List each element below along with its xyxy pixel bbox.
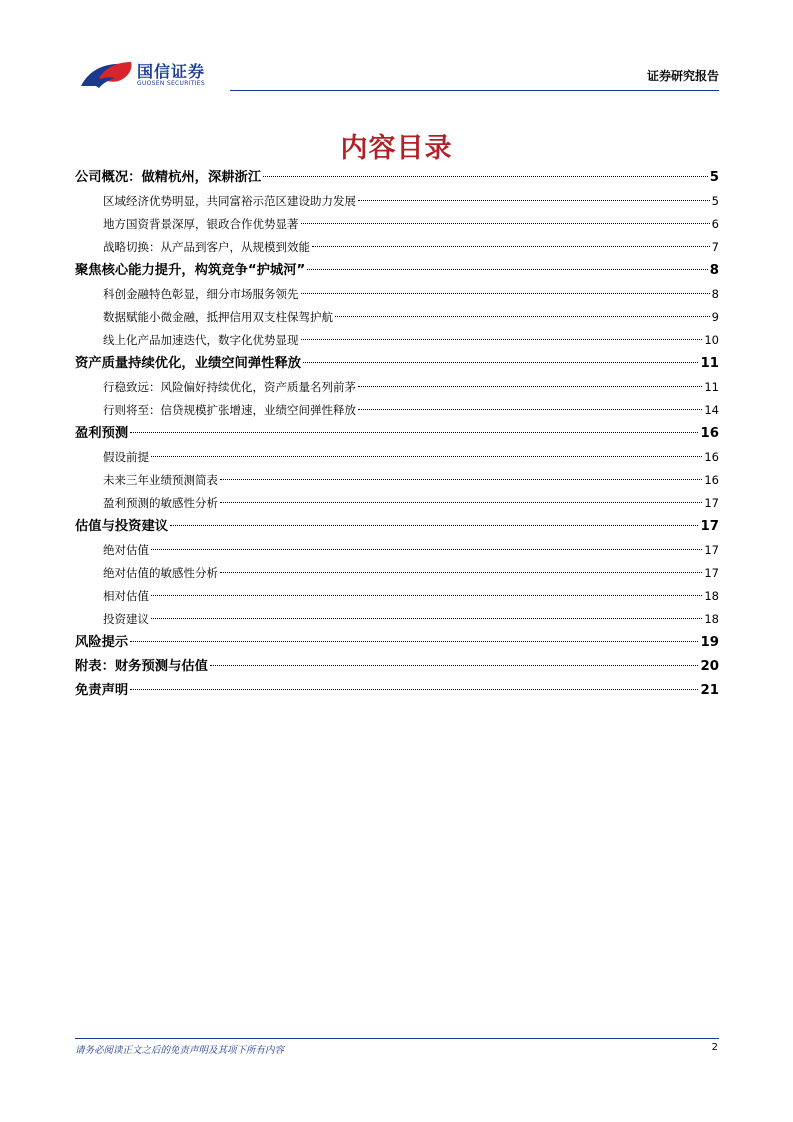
toc-entry-page: 18 bbox=[704, 589, 719, 603]
toc-entry-label: 公司概况：做精杭州，深耕浙江 bbox=[75, 170, 262, 185]
page-header bbox=[75, 54, 719, 92]
toc-entry-label: 盈利预测的敏感性分析 bbox=[103, 496, 218, 510]
toc-dot-leader bbox=[358, 386, 702, 387]
toc-entry-page: 8 bbox=[709, 263, 719, 278]
toc-entry-label: 附表：财务预测与估值 bbox=[75, 659, 208, 674]
toc-entry-label: 聚焦核心能力提升，构筑竞争“护城河” bbox=[75, 263, 306, 278]
toc-entry-page: 18 bbox=[704, 612, 719, 626]
toc-entry-chapter[interactable] bbox=[75, 679, 719, 703]
toc-entry-page: 20 bbox=[700, 659, 719, 674]
toc-entry-section[interactable] bbox=[75, 236, 719, 259]
toc-entry-chapter[interactable] bbox=[75, 515, 719, 539]
toc-dot-leader bbox=[358, 409, 702, 410]
toc-dot-leader bbox=[312, 246, 710, 247]
toc-dot-leader bbox=[151, 595, 702, 596]
toc-entry-page: 5 bbox=[711, 194, 719, 208]
toc-dot-leader bbox=[303, 362, 698, 363]
toc-entry-label: 数据赋能小微金融，抵押信用双支柱保驾护航 bbox=[103, 310, 333, 324]
toc-entry-label: 投资建议 bbox=[103, 612, 149, 626]
toc-entry-page: 16 bbox=[700, 426, 719, 441]
toc-entry-label: 绝对估值的敏感性分析 bbox=[103, 566, 218, 580]
toc-dot-leader bbox=[307, 269, 708, 270]
toc-entry-label: 战略切换：从产品到客户，从规模到效能 bbox=[103, 240, 310, 254]
toc-entry-chapter[interactable] bbox=[75, 422, 719, 446]
toc-entry-page: 14 bbox=[704, 403, 719, 417]
toc-entry-page: 6 bbox=[711, 217, 719, 231]
toc-entry-section[interactable] bbox=[75, 469, 719, 492]
toc-entry-label: 区域经济优势明显，共同富裕示范区建设助力发展 bbox=[103, 194, 356, 208]
toc-entry-chapter[interactable] bbox=[75, 655, 719, 679]
toc-dot-leader bbox=[335, 316, 710, 317]
toc-entry-section[interactable] bbox=[75, 306, 719, 329]
footer-divider bbox=[75, 1038, 719, 1039]
toc-entry-label: 行则将至：信贷规模扩张增速，业绩空间弹性释放 bbox=[103, 403, 356, 417]
toc-entry-chapter[interactable] bbox=[75, 631, 719, 655]
toc-entry-label: 相对估值 bbox=[103, 589, 149, 603]
toc-dot-leader bbox=[210, 665, 699, 666]
toc-entry-label: 估值与投资建议 bbox=[75, 519, 169, 534]
toc-entry-section[interactable] bbox=[75, 399, 719, 422]
toc-entry-label: 线上化产品加速迭代，数字化优势显现 bbox=[103, 333, 299, 347]
toc-entry-page: 16 bbox=[704, 450, 719, 464]
toc-dot-leader bbox=[263, 176, 708, 177]
toc-entry-section[interactable] bbox=[75, 329, 719, 352]
toc-dot-leader bbox=[358, 200, 710, 201]
toc-entry-label: 风险提示 bbox=[75, 635, 129, 650]
toc-dot-leader bbox=[220, 572, 702, 573]
toc-entry-section[interactable] bbox=[75, 562, 719, 585]
guosen-logo-icon bbox=[75, 56, 135, 90]
toc-entry-label: 免责声明 bbox=[75, 683, 129, 698]
logo-english-name: GUOSEN SECURITIES bbox=[137, 80, 206, 87]
toc-entry-page: 21 bbox=[700, 683, 719, 698]
toc-entry-page: 7 bbox=[711, 240, 719, 254]
toc-dot-leader bbox=[130, 641, 698, 642]
toc-title: 内容目录 bbox=[340, 133, 453, 164]
toc-dot-leader bbox=[301, 223, 710, 224]
guosen-logo bbox=[75, 56, 235, 90]
toc-entry-section[interactable] bbox=[75, 213, 719, 236]
toc-entry-section[interactable] bbox=[75, 492, 719, 515]
toc-dot-leader bbox=[301, 293, 710, 294]
toc-entry-page: 10 bbox=[704, 333, 719, 347]
toc-entry-page: 16 bbox=[704, 473, 719, 487]
header-divider bbox=[230, 90, 719, 91]
toc-entry-section[interactable] bbox=[75, 376, 719, 399]
toc-dot-leader bbox=[301, 339, 703, 340]
footer-disclaimer: 请务必阅读正文之后的免责声明及其项下所有内容 bbox=[75, 1045, 285, 1056]
toc-entry-page: 19 bbox=[700, 635, 719, 650]
toc-dot-leader bbox=[170, 525, 698, 526]
report-type-label: 证券研究报告 bbox=[646, 69, 719, 83]
toc-entry-page: 17 bbox=[704, 543, 719, 557]
toc-entry-label: 地方国资背景深厚，银政合作优势显著 bbox=[103, 217, 299, 231]
toc-entry-label: 资产质量持续优化，业绩空间弹性释放 bbox=[75, 356, 302, 371]
toc-entry-chapter[interactable] bbox=[75, 259, 719, 283]
toc-dot-leader bbox=[220, 502, 702, 503]
toc-entry-section[interactable] bbox=[75, 585, 719, 608]
toc-entry-chapter[interactable] bbox=[75, 166, 719, 190]
toc-entry-section[interactable] bbox=[75, 608, 719, 631]
toc-entry-section[interactable] bbox=[75, 190, 719, 213]
toc-entry-section[interactable] bbox=[75, 446, 719, 469]
toc-dot-leader bbox=[151, 549, 702, 550]
toc-entry-section[interactable] bbox=[75, 539, 719, 562]
toc-entry-page: 5 bbox=[709, 170, 719, 185]
toc-entry-page: 17 bbox=[700, 519, 719, 534]
toc-entry-label: 未来三年业绩预测简表 bbox=[103, 473, 218, 487]
toc-entry-page: 8 bbox=[711, 287, 719, 301]
toc-entry-label: 假设前提 bbox=[103, 450, 149, 464]
toc-dot-leader bbox=[220, 479, 702, 480]
toc-entry-label: 行稳致远：风险偏好持续优化，资产质量名列前茅 bbox=[103, 380, 356, 394]
toc-entry-label: 盈利预测 bbox=[75, 426, 129, 441]
toc-dot-leader bbox=[130, 689, 698, 690]
toc-entry-chapter[interactable] bbox=[75, 352, 719, 376]
toc-entry-page: 17 bbox=[704, 496, 719, 510]
toc-dot-leader bbox=[151, 618, 702, 619]
toc-entry-label: 绝对估值 bbox=[103, 543, 149, 557]
table-of-contents bbox=[75, 166, 719, 703]
toc-entry-page: 11 bbox=[700, 356, 719, 371]
toc-dot-leader bbox=[151, 456, 702, 457]
toc-entry-page: 11 bbox=[704, 380, 719, 394]
toc-entry-page: 17 bbox=[704, 566, 719, 580]
logo-chinese-name: 国信证券 bbox=[137, 62, 206, 81]
page-number: 2 bbox=[711, 1042, 718, 1053]
toc-dot-leader bbox=[130, 432, 698, 433]
toc-entry-section[interactable] bbox=[75, 283, 719, 306]
toc-entry-label: 科创金融特色彰显，细分市场服务领先 bbox=[103, 287, 299, 301]
toc-entry-page: 9 bbox=[711, 310, 719, 324]
